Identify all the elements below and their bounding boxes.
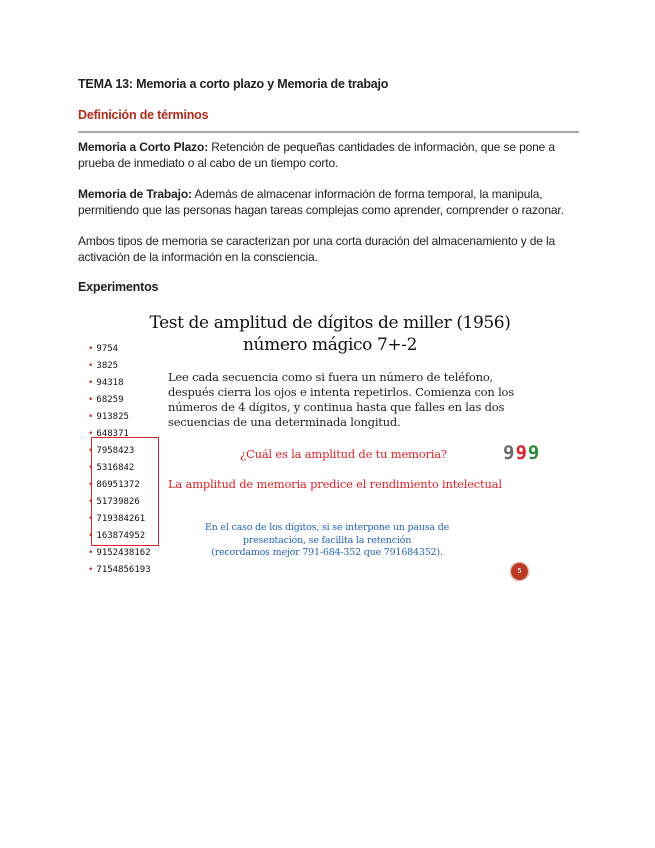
digit-sequence: • 913825 <box>88 412 129 422</box>
score-digit: 9 <box>515 442 528 464</box>
definition-text: Además de almacenar información de forma temporal, la manipula, permitiendo que las personas hagan tareas complejas como aprender, comprender o razonar. <box>78 187 564 217</box>
definition-working-memory <box>78 186 583 218</box>
slide-subtitle: número mágico 7+-2 <box>243 335 417 355</box>
digit-sequence: • 163874952 <box>88 531 146 541</box>
highlight-box <box>91 437 159 546</box>
memory-span-question: ¿Cuál es la amplitud de tu memoria? <box>240 447 447 461</box>
digit-sequence: • 5316842 <box>88 463 135 473</box>
digit-sequence: • 648371 <box>88 429 129 439</box>
experiments-heading: Experimentos <box>78 280 159 294</box>
summary-paragraph: Ambos tipos de memoria se caracterizan por una corta duración del almacenamiento y de la activación de la información en la consciencia. <box>78 234 556 264</box>
definition-text: Retención de pequeñas cantidades de información, que se pone a prueba de inmediato o al cabo de un tiempo corto. <box>78 140 555 170</box>
slide-title: Test de amplitud de dígitos de miller (1956) <box>149 313 511 333</box>
score-digit: 9 <box>503 442 516 464</box>
digit-sequence: • 3825 <box>88 361 119 371</box>
section-heading: Definición de términos <box>78 108 209 122</box>
definition-term: Memoria de Trabajo: <box>78 187 192 201</box>
slide-page-number: 5 <box>511 563 528 580</box>
score-digit: 9 <box>527 442 541 464</box>
digit-sequence: • 9152438162 <box>88 548 151 558</box>
digit-sequence: • 7154856193 <box>88 565 151 575</box>
digit-pause-note <box>182 522 472 560</box>
prediction-statement: La amplitud de memoria predice el rendimiento intelectual <box>168 477 502 491</box>
note-line: En el caso de los dígitos, si se interpone un pausa de <box>204 522 450 533</box>
digit-sequence: • 94318 <box>88 378 124 388</box>
definition-short-term-memory <box>78 139 583 171</box>
experiment-slide-image <box>82 304 578 586</box>
digit-sequence: • 86951372 <box>88 480 140 490</box>
definition-term: Memoria a Corto Plazo: <box>78 140 209 154</box>
page-title: TEMA 13: Memoria a corto plazo y Memoria de trabajo <box>78 77 389 91</box>
digit-sequence: • 9754 <box>88 344 119 354</box>
note-line: presentación, se facilita la retención <box>242 534 412 546</box>
digit-sequence: • 51739826 <box>88 497 140 507</box>
digit-sequence: • 7958423 <box>88 446 135 456</box>
section-divider <box>78 131 579 133</box>
slide-instructions: Lee cada secuencia como si fuera un número de teléfono, después cierra los ojos e intenta repetirlos. Comienza con los números de 4 dígitos, y continua hasta que falles en las dos secuencias de una determinada longitud. <box>168 370 514 429</box>
note-line: (recordamos mejor 791-684-352 que 791684352). <box>211 547 443 558</box>
digit-sequence: • 68259 <box>88 395 124 405</box>
digit-sequence: • 719384261 <box>88 514 146 524</box>
score-digits <box>503 442 540 464</box>
